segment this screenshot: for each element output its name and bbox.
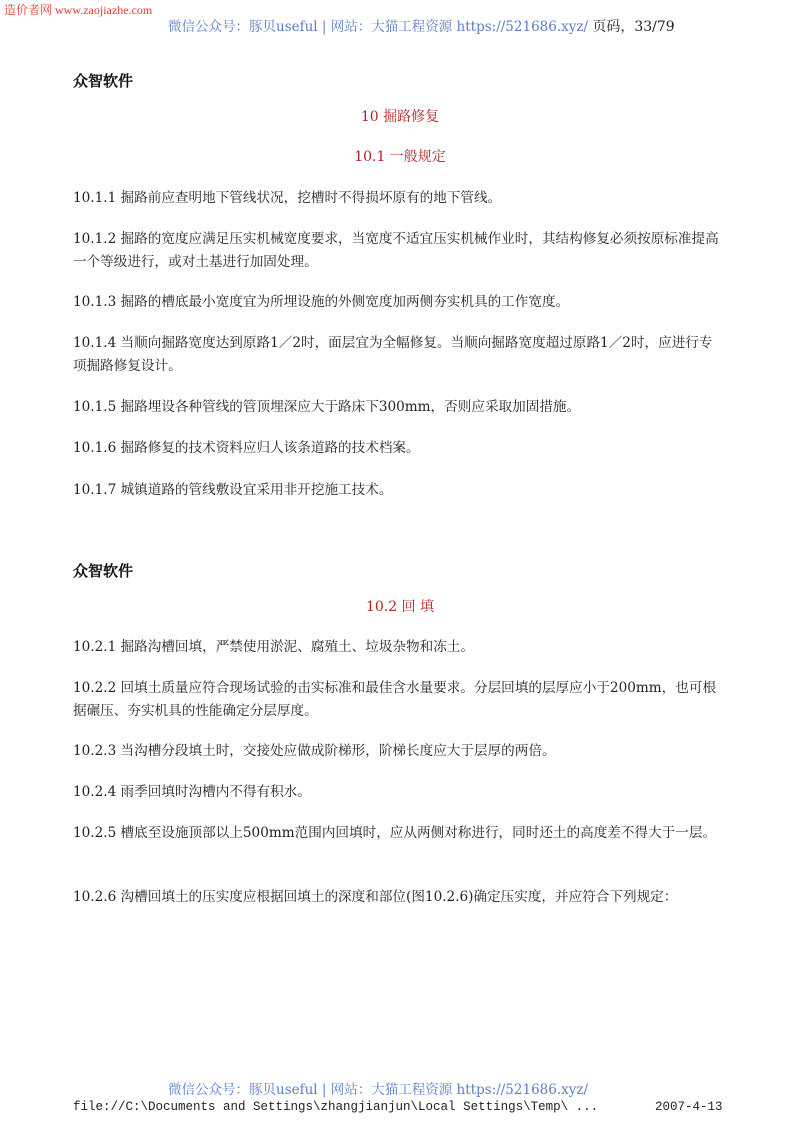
clause-paragraph: 10.1.1 掘路前应查明地下管线状况，挖槽时不得损坏原有的地下管线。: [73, 190, 502, 206]
clause-paragraph: 10.2.2 回填土质量应符合现场试验的击实标准和最佳含水量要求。分层回填的层厚应小于200mm，也可根据碾压、夯实机具的性能确定分层厚度。: [73, 680, 717, 719]
clause-paragraph: 10.1.7 城镇道路的管线敷设宜采用非开挖施工技术。: [73, 482, 393, 498]
section-title: 10.1 一般规定: [354, 149, 446, 165]
clause-paragraph: 10.1.6 掘路修复的技术资料应归人该条道路的技术档案。: [73, 440, 420, 456]
clause-paragraph: 10.1.4 当顺向掘路宽度达到原路1／2时，面层宜为全幅修复。当顺向掘路宽度超过原路1／2时，应进行专项掘路修复设计。: [73, 335, 713, 374]
clause-paragraph: 10.2.1 掘路沟槽回填，严禁使用淤泥、腐殖土、垃圾杂物和冻土。: [73, 639, 474, 655]
clause-paragraph: 10.2.3 当沟槽分段填土时，交接处应做成阶梯形，阶梯长度应大于层厚的两倍。: [73, 743, 556, 759]
clause-paragraph: 10.2.5 槽底至设施顶部以上500mm范围内回填时，应从两侧对称进行，同时还土的高度差不得大于一层。: [73, 825, 717, 841]
file-path: file://C:\Documents and Settings\zhangjianjun\Local Settings\Temp\ ...: [73, 1100, 599, 1114]
clause-paragraph: 10.1.2 掘路的宽度应满足压实机械宽度要求，当宽度不适宜压实机械作业时，其结构修复必须按原标准提高一个等级进行，或对土基进行加固处理。: [73, 231, 719, 270]
banner-text[interactable]: 微信公众号：豚贝useful | 网站：大猫工程资源 https://521686.xyz/: [168, 19, 589, 35]
footer-banner[interactable]: 微信公众号：豚贝useful | 网站：大猫工程资源 https://521686.xyz/: [168, 1082, 589, 1098]
clause-paragraph: 10.1.5 掘路埋设各种管线的管顶埋深应大于路床下300mm，否则应采取加固措施。: [73, 399, 581, 415]
brand-label: 众智软件: [73, 562, 134, 580]
section-title: 10.2 回 填: [365, 599, 435, 615]
clause-paragraph: 10.1.3 掘路的槽底最小宽度宜为所埋设施的外侧宽度加两侧夯实机具的工作宽度。: [73, 294, 570, 310]
chapter-title: 10 掘路修复: [360, 109, 440, 125]
header-banner: [168, 19, 675, 36]
page-number: 页码，33/79: [592, 19, 675, 35]
site-watermark: 造价者网 www.zaojiazhe.com: [4, 3, 153, 17]
clause-paragraph: 10.2.6 沟槽回填土的压实度应根据回填土的深度和部位(图10.2.6)确定压实度，并应符合下列规定：: [73, 889, 678, 905]
clause-paragraph: 10.2.4 雨季回填时沟槽内不得有积水。: [73, 784, 311, 800]
brand-label: 众智软件: [73, 72, 134, 90]
print-date: 2007-4-13: [655, 1100, 723, 1114]
